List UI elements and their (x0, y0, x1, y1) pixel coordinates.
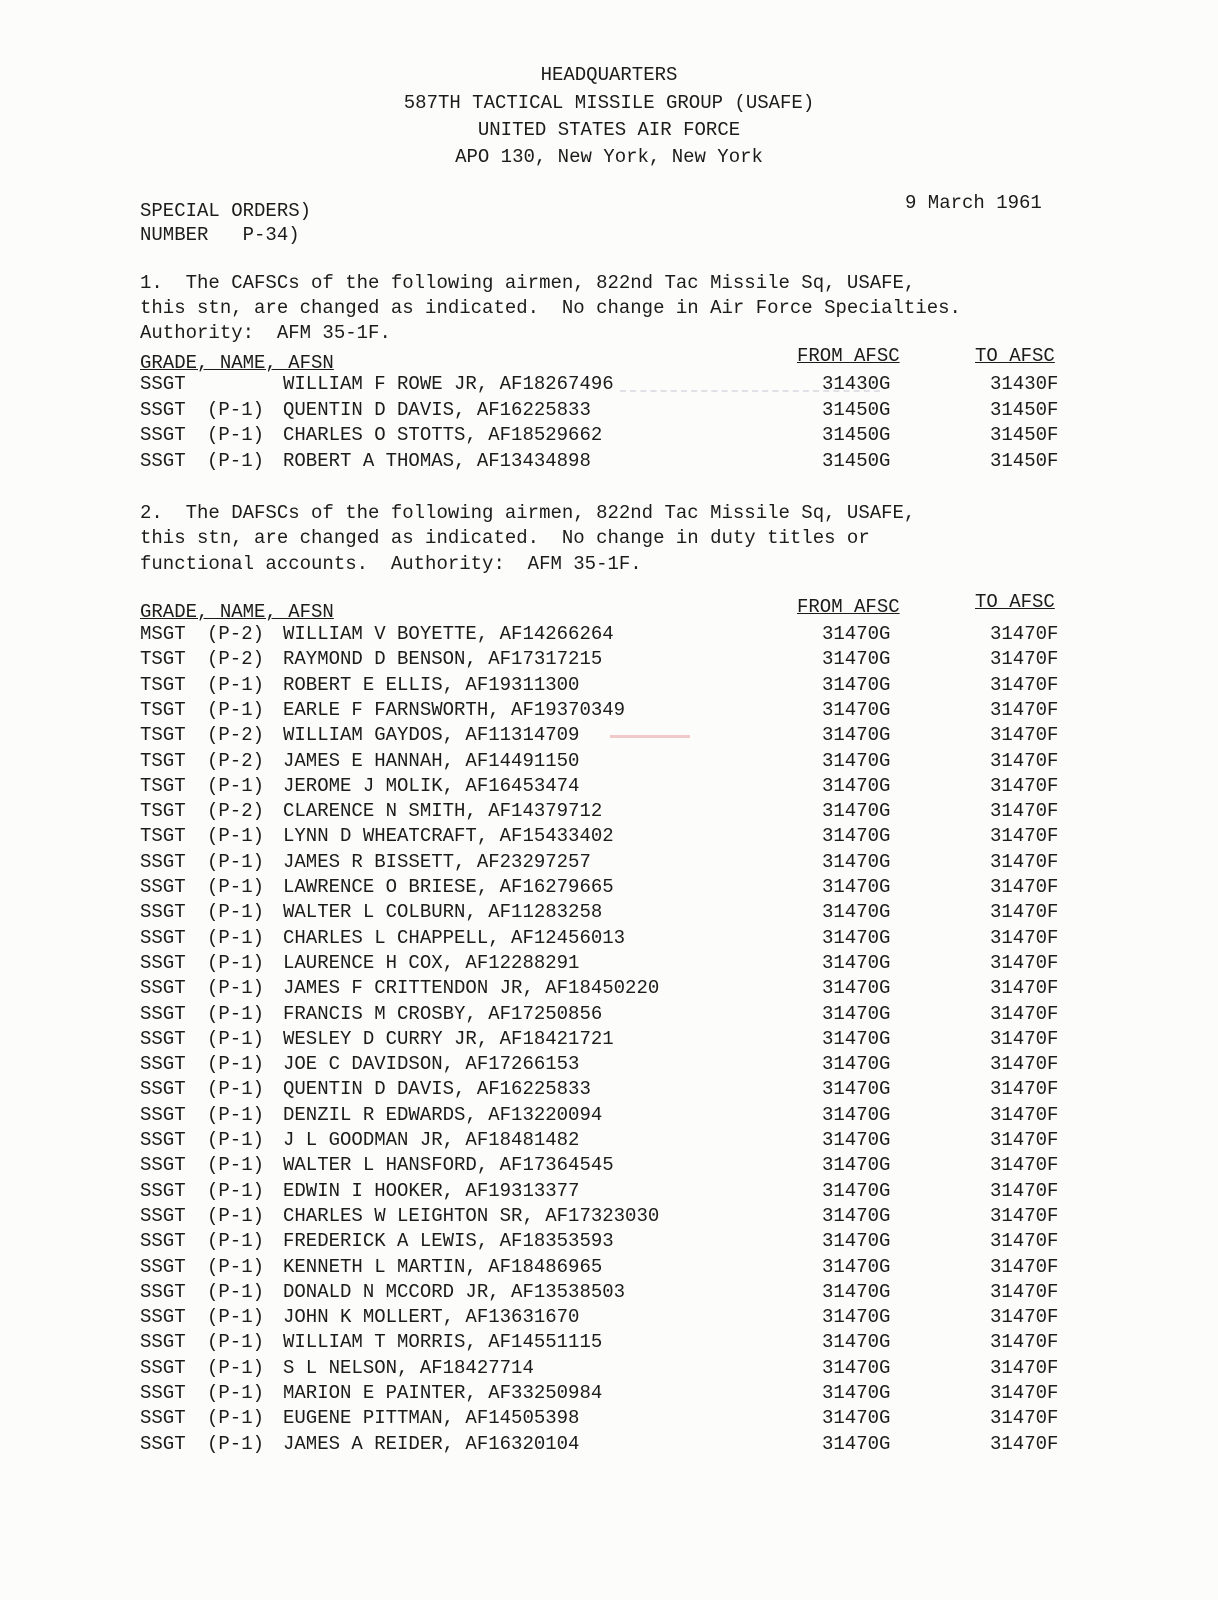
row-grade: SSGT (140, 1306, 186, 1329)
table-row (0, 1154, 1218, 1178)
row-name-afsn: MARION E PAINTER, AF33250984 (283, 1382, 603, 1404)
row-grade: TSGT (140, 673, 186, 696)
row-from-afsc: 31470G (822, 1129, 891, 1151)
row-grade: SSGT (140, 951, 186, 974)
row-name-afsn: WESLEY D CURRY JR, AF18421721 (283, 1027, 614, 1050)
section2-para-line-3: functional accounts. Authority: AFM 35-1F. (140, 553, 642, 575)
table-row (0, 699, 1218, 723)
row-to-afsc: 31470F (990, 850, 1059, 873)
row-to-afsc: 31470F (990, 1129, 1059, 1151)
header-line-2: 587TH TACTICAL MISSILE GROUP (USAFE) (403, 92, 815, 114)
row-from-afsc: 31430G (822, 373, 891, 395)
row-to-afsc: 31470F (990, 623, 1059, 645)
row-rank: (P-2) (207, 749, 265, 772)
row-name-afsn: RAYMOND D BENSON, AF17317215 (283, 648, 603, 671)
section2-para-line-2: this stn, are changed as indicated. No change in duty titles or (140, 527, 870, 549)
row-grade: SSGT (140, 1027, 186, 1050)
row-from-afsc: 31470G (822, 825, 891, 848)
row-to-afsc: 31470F (990, 1179, 1059, 1202)
row-name-afsn: EARLE F FARNSWORTH, AF19370349 (283, 698, 626, 721)
row-to-afsc: 31470F (990, 1053, 1059, 1076)
row-from-afsc: 31470G (822, 1382, 891, 1404)
row-rank: (P-1) (207, 1306, 265, 1329)
row-rank: (P-1) (207, 1204, 265, 1227)
row-rank: (P-1) (207, 1129, 265, 1151)
row-name-afsn: KENNETH L MARTIN, AF18486965 (283, 1255, 603, 1278)
row-grade: TSGT (140, 724, 186, 747)
row-to-afsc: 31470F (990, 1154, 1059, 1177)
row-rank: (P-1) (207, 1432, 265, 1455)
row-grade: SSGT (140, 1382, 186, 1404)
row-to-afsc: 31470F (990, 1432, 1059, 1455)
section1-para-line-2: this stn, are changed as indicated. No change in Air Force Specialties. (140, 297, 961, 319)
row-name-afsn: JEROME J MOLIK, AF16453474 (283, 774, 580, 797)
row-to-afsc: 31470F (990, 926, 1059, 949)
row-rank: (P-1) (207, 977, 265, 1000)
table-row (0, 1256, 1218, 1280)
row-to-afsc: 31470F (990, 876, 1059, 898)
row-grade: SSGT (140, 1432, 186, 1455)
row-from-afsc: 31450G (822, 424, 891, 446)
row-to-afsc: 31430F (990, 373, 1059, 395)
row-name-afsn: FRANCIS M CROSBY, AF17250856 (283, 1002, 603, 1025)
row-grade: SSGT (140, 1078, 186, 1101)
row-name-afsn: QUENTIN D DAVIS, AF16225833 (283, 1078, 591, 1101)
row-from-afsc: 31470G (822, 673, 891, 696)
row-grade: SSGT (140, 1407, 186, 1430)
table-row (0, 1028, 1218, 1052)
row-grade: SSGT (140, 424, 186, 446)
row-name-afsn: JAMES F CRITTENDON JR, AF18450220 (283, 977, 660, 1000)
row-from-afsc: 31470G (822, 1432, 891, 1455)
row-to-afsc: 31470F (990, 825, 1059, 848)
row-to-afsc: 31470F (990, 749, 1059, 772)
row-grade: SSGT (140, 876, 186, 898)
row-to-afsc: 31470F (990, 1078, 1059, 1101)
row-from-afsc: 31470G (822, 1154, 891, 1177)
row-grade: SSGT (140, 1103, 186, 1126)
table-row (0, 952, 1218, 976)
row-grade: TSGT (140, 800, 186, 823)
row-grade: SSGT (140, 1002, 186, 1025)
section1-col-grade-name-afsn: GRADE, NAME, AFSN (140, 352, 334, 374)
row-name-afsn: WILLIAM F ROWE JR, AF18267496 (283, 373, 614, 395)
row-name-afsn: DENZIL R EDWARDS, AF13220094 (283, 1103, 603, 1126)
row-name-afsn: CHARLES O STOTTS, AF18529662 (283, 424, 603, 446)
row-from-afsc: 31470G (822, 1204, 891, 1227)
row-rank: (P-1) (207, 673, 265, 696)
row-from-afsc: 31470G (822, 648, 891, 671)
row-from-afsc: 31470G (822, 724, 891, 747)
row-name-afsn: WALTER L HANSFORD, AF17364545 (283, 1154, 614, 1177)
row-grade: SSGT (140, 1356, 186, 1379)
row-to-afsc: 31470F (990, 1356, 1059, 1379)
row-grade: TSGT (140, 774, 186, 797)
row-from-afsc: 31470G (822, 850, 891, 873)
row-from-afsc: 31470G (822, 774, 891, 797)
row-to-afsc: 31470F (990, 1331, 1059, 1354)
row-from-afsc: 31470G (822, 901, 891, 924)
row-from-afsc: 31470G (822, 623, 891, 645)
table-row (0, 1382, 1218, 1406)
row-name-afsn: S L NELSON, AF18427714 (283, 1356, 534, 1379)
row-grade: TSGT (140, 698, 186, 721)
row-to-afsc: 31470F (990, 1280, 1059, 1303)
row-name-afsn: LYNN D WHEATCRAFT, AF15433402 (283, 825, 614, 848)
row-rank: (P-2) (207, 648, 265, 671)
row-from-afsc: 31470G (822, 926, 891, 949)
row-from-afsc: 31470G (822, 951, 891, 974)
row-to-afsc: 31470F (990, 901, 1059, 924)
special-orders-label: SPECIAL ORDERS) (140, 200, 312, 222)
row-name-afsn: FREDERICK A LEWIS, AF18353593 (283, 1230, 614, 1253)
table-row (0, 1357, 1218, 1381)
row-rank: (P-1) (207, 1331, 265, 1354)
row-rank: (P-1) (207, 901, 265, 924)
row-name-afsn: WILLIAM GAYDOS, AF11314709 (283, 724, 580, 747)
table-row (0, 1331, 1218, 1355)
row-from-afsc: 31470G (822, 977, 891, 1000)
row-from-afsc: 31470G (822, 698, 891, 721)
table-row (0, 450, 1218, 474)
order-number-label: NUMBER P-34) (140, 224, 300, 246)
row-name-afsn: EDWIN I HOOKER, AF19313377 (283, 1179, 580, 1202)
row-to-afsc: 31470F (990, 1103, 1059, 1126)
row-from-afsc: 31450G (822, 449, 891, 472)
row-rank: (P-1) (207, 1078, 265, 1101)
row-grade: SSGT (140, 398, 186, 421)
table-row (0, 373, 1218, 397)
row-grade: SSGT (140, 1154, 186, 1177)
row-rank: (P-1) (207, 1407, 265, 1430)
row-rank: (P-2) (207, 800, 265, 823)
row-rank: (P-1) (207, 449, 265, 472)
row-name-afsn: LAURENCE H COX, AF12288291 (283, 951, 580, 974)
row-rank: (P-1) (207, 698, 265, 721)
row-to-afsc: 31470F (990, 774, 1059, 797)
row-grade: SSGT (140, 901, 186, 924)
row-from-afsc: 31470G (822, 1280, 891, 1303)
section1-col-from-afsc: FROM AFSC (797, 345, 900, 367)
row-to-afsc: 31470F (990, 1255, 1059, 1278)
row-from-afsc: 31470G (822, 1255, 891, 1278)
row-from-afsc: 31470G (822, 1002, 891, 1025)
row-from-afsc: 31450G (822, 398, 891, 421)
row-to-afsc: 31470F (990, 977, 1059, 1000)
row-grade: SSGT (140, 1255, 186, 1278)
table-row (0, 648, 1218, 672)
row-grade: SSGT (140, 1331, 186, 1354)
table-row (0, 1306, 1218, 1330)
row-to-afsc: 31470F (990, 673, 1059, 696)
row-grade: SSGT (140, 1053, 186, 1076)
table-row (0, 1078, 1218, 1102)
row-to-afsc: 31470F (990, 1382, 1059, 1404)
row-to-afsc: 31470F (990, 1027, 1059, 1050)
table-row (0, 1104, 1218, 1128)
row-name-afsn: JOHN K MOLLERT, AF13631670 (283, 1306, 580, 1329)
table-row (0, 724, 1218, 748)
row-from-afsc: 31470G (822, 1078, 891, 1101)
section2-col-from-afsc: FROM AFSC (797, 596, 900, 618)
row-rank: (P-1) (207, 926, 265, 949)
row-grade: SSGT (140, 977, 186, 1000)
header-line-4: APO 130, New York, New York (455, 146, 763, 168)
row-from-afsc: 31470G (822, 1103, 891, 1126)
row-name-afsn: WILLIAM T MORRIS, AF14551115 (283, 1331, 603, 1354)
table-row (0, 1053, 1218, 1077)
row-to-afsc: 31470F (990, 724, 1059, 747)
row-to-afsc: 31470F (990, 1306, 1059, 1329)
table-row (0, 800, 1218, 824)
table-row (0, 399, 1218, 423)
section1-para-line-3: Authority: AFM 35-1F. (140, 322, 391, 344)
row-rank: (P-1) (207, 1179, 265, 1202)
header-line-3: UNITED STATES AIR FORCE (477, 119, 741, 141)
row-name-afsn: JOE C DAVIDSON, AF17266153 (283, 1053, 580, 1076)
row-name-afsn: LAWRENCE O BRIESE, AF16279665 (283, 876, 614, 898)
row-rank: (P-1) (207, 424, 265, 446)
row-name-afsn: CLARENCE N SMITH, AF14379712 (283, 800, 603, 823)
row-grade: SSGT (140, 1129, 186, 1151)
row-from-afsc: 31470G (822, 1306, 891, 1329)
row-name-afsn: JAMES R BISSETT, AF23297257 (283, 850, 591, 873)
table-row (0, 623, 1218, 647)
row-grade: TSGT (140, 648, 186, 671)
row-to-afsc: 31470F (990, 1002, 1059, 1025)
table-row (0, 1281, 1218, 1305)
row-rank: (P-1) (207, 1280, 265, 1303)
row-rank: (P-1) (207, 825, 265, 848)
table-row (0, 1129, 1218, 1153)
row-to-afsc: 31470F (990, 1230, 1059, 1253)
row-from-afsc: 31470G (822, 1027, 891, 1050)
row-grade: TSGT (140, 825, 186, 848)
row-from-afsc: 31470G (822, 1053, 891, 1076)
row-rank: (P-1) (207, 1053, 265, 1076)
table-row (0, 927, 1218, 951)
row-to-afsc: 31470F (990, 648, 1059, 671)
row-rank: (P-1) (207, 1255, 265, 1278)
row-name-afsn: WALTER L COLBURN, AF11283258 (283, 901, 603, 924)
row-grade: SSGT (140, 1280, 186, 1303)
row-grade: SSGT (140, 850, 186, 873)
table-row (0, 1407, 1218, 1431)
table-row (0, 1433, 1218, 1457)
row-grade: MSGT (140, 623, 186, 645)
row-rank: (P-2) (207, 724, 265, 747)
row-rank: (P-1) (207, 1382, 265, 1404)
row-to-afsc: 31450F (990, 398, 1059, 421)
table-row (0, 1230, 1218, 1254)
row-grade: SSGT (140, 1230, 186, 1253)
row-from-afsc: 31470G (822, 1179, 891, 1202)
row-grade: TSGT (140, 749, 186, 772)
table-row (0, 424, 1218, 448)
table-row (0, 1180, 1218, 1204)
table-row (0, 775, 1218, 799)
row-rank: (P-1) (207, 1154, 265, 1177)
row-rank: (P-1) (207, 1002, 265, 1025)
row-rank: (P-1) (207, 850, 265, 873)
row-rank: (P-1) (207, 1027, 265, 1050)
header-line-1: HEADQUARTERS (540, 64, 678, 86)
row-grade: SSGT (140, 449, 186, 472)
section2-col-grade-name-afsn: GRADE, NAME, AFSN (140, 601, 334, 623)
row-name-afsn: ROBERT E ELLIS, AF19311300 (283, 673, 580, 696)
row-rank: (P-1) (207, 951, 265, 974)
row-rank: (P-1) (207, 1103, 265, 1126)
table-row (0, 750, 1218, 774)
section1-col-to-afsc: TO AFSC (975, 345, 1055, 367)
table-row (0, 1003, 1218, 1027)
row-to-afsc: 31470F (990, 951, 1059, 974)
row-from-afsc: 31470G (822, 1230, 891, 1253)
section1-para-line-1: 1. The CAFSCs of the following airmen, 822nd Tac Missile Sq, USAFE, (140, 272, 916, 294)
row-name-afsn: CHARLES L CHAPPELL, AF12456013 (283, 926, 626, 949)
table-row (0, 876, 1218, 900)
order-date: 9 March 1961 (905, 192, 1042, 214)
row-rank: (P-1) (207, 876, 265, 898)
table-row (0, 1205, 1218, 1229)
row-name-afsn: ROBERT A THOMAS, AF13434898 (283, 449, 591, 472)
table-row (0, 825, 1218, 849)
row-to-afsc: 31450F (990, 424, 1059, 446)
table-row (0, 977, 1218, 1001)
table-row (0, 901, 1218, 925)
row-rank: (P-2) (207, 623, 265, 645)
row-grade: SSGT (140, 1179, 186, 1202)
row-from-afsc: 31470G (822, 876, 891, 898)
row-from-afsc: 31470G (822, 749, 891, 772)
row-from-afsc: 31470G (822, 1356, 891, 1379)
row-to-afsc: 31450F (990, 449, 1059, 472)
row-rank: (P-1) (207, 1356, 265, 1379)
row-name-afsn: J L GOODMAN JR, AF18481482 (283, 1129, 580, 1151)
row-name-afsn: JAMES A REIDER, AF16320104 (283, 1432, 580, 1455)
table-row (0, 851, 1218, 875)
row-name-afsn: WILLIAM V BOYETTE, AF14266264 (283, 623, 614, 645)
section2-col-to-afsc: TO AFSC (975, 591, 1055, 613)
row-to-afsc: 31470F (990, 1204, 1059, 1227)
row-grade: SSGT (140, 1204, 186, 1227)
row-name-afsn: EUGENE PITTMAN, AF14505398 (283, 1407, 580, 1430)
row-from-afsc: 31470G (822, 1331, 891, 1354)
row-name-afsn: CHARLES W LEIGHTON SR, AF17323030 (283, 1204, 660, 1227)
section2-para-line-1: 2. The DAFSCs of the following airmen, 822nd Tac Missile Sq, USAFE, (140, 502, 916, 524)
row-from-afsc: 31470G (822, 1407, 891, 1430)
row-name-afsn: DONALD N MCCORD JR, AF13538503 (283, 1280, 626, 1303)
row-to-afsc: 31470F (990, 800, 1059, 823)
row-name-afsn: JAMES E HANNAH, AF14491150 (283, 749, 580, 772)
row-to-afsc: 31470F (990, 698, 1059, 721)
row-from-afsc: 31470G (822, 800, 891, 823)
row-rank: (P-1) (207, 398, 265, 421)
row-rank: (P-1) (207, 1230, 265, 1253)
row-grade: SSGT (140, 373, 186, 395)
row-name-afsn: QUENTIN D DAVIS, AF16225833 (283, 398, 591, 421)
row-grade: SSGT (140, 926, 186, 949)
row-to-afsc: 31470F (990, 1407, 1059, 1430)
row-rank: (P-1) (207, 774, 265, 797)
table-row (0, 674, 1218, 698)
